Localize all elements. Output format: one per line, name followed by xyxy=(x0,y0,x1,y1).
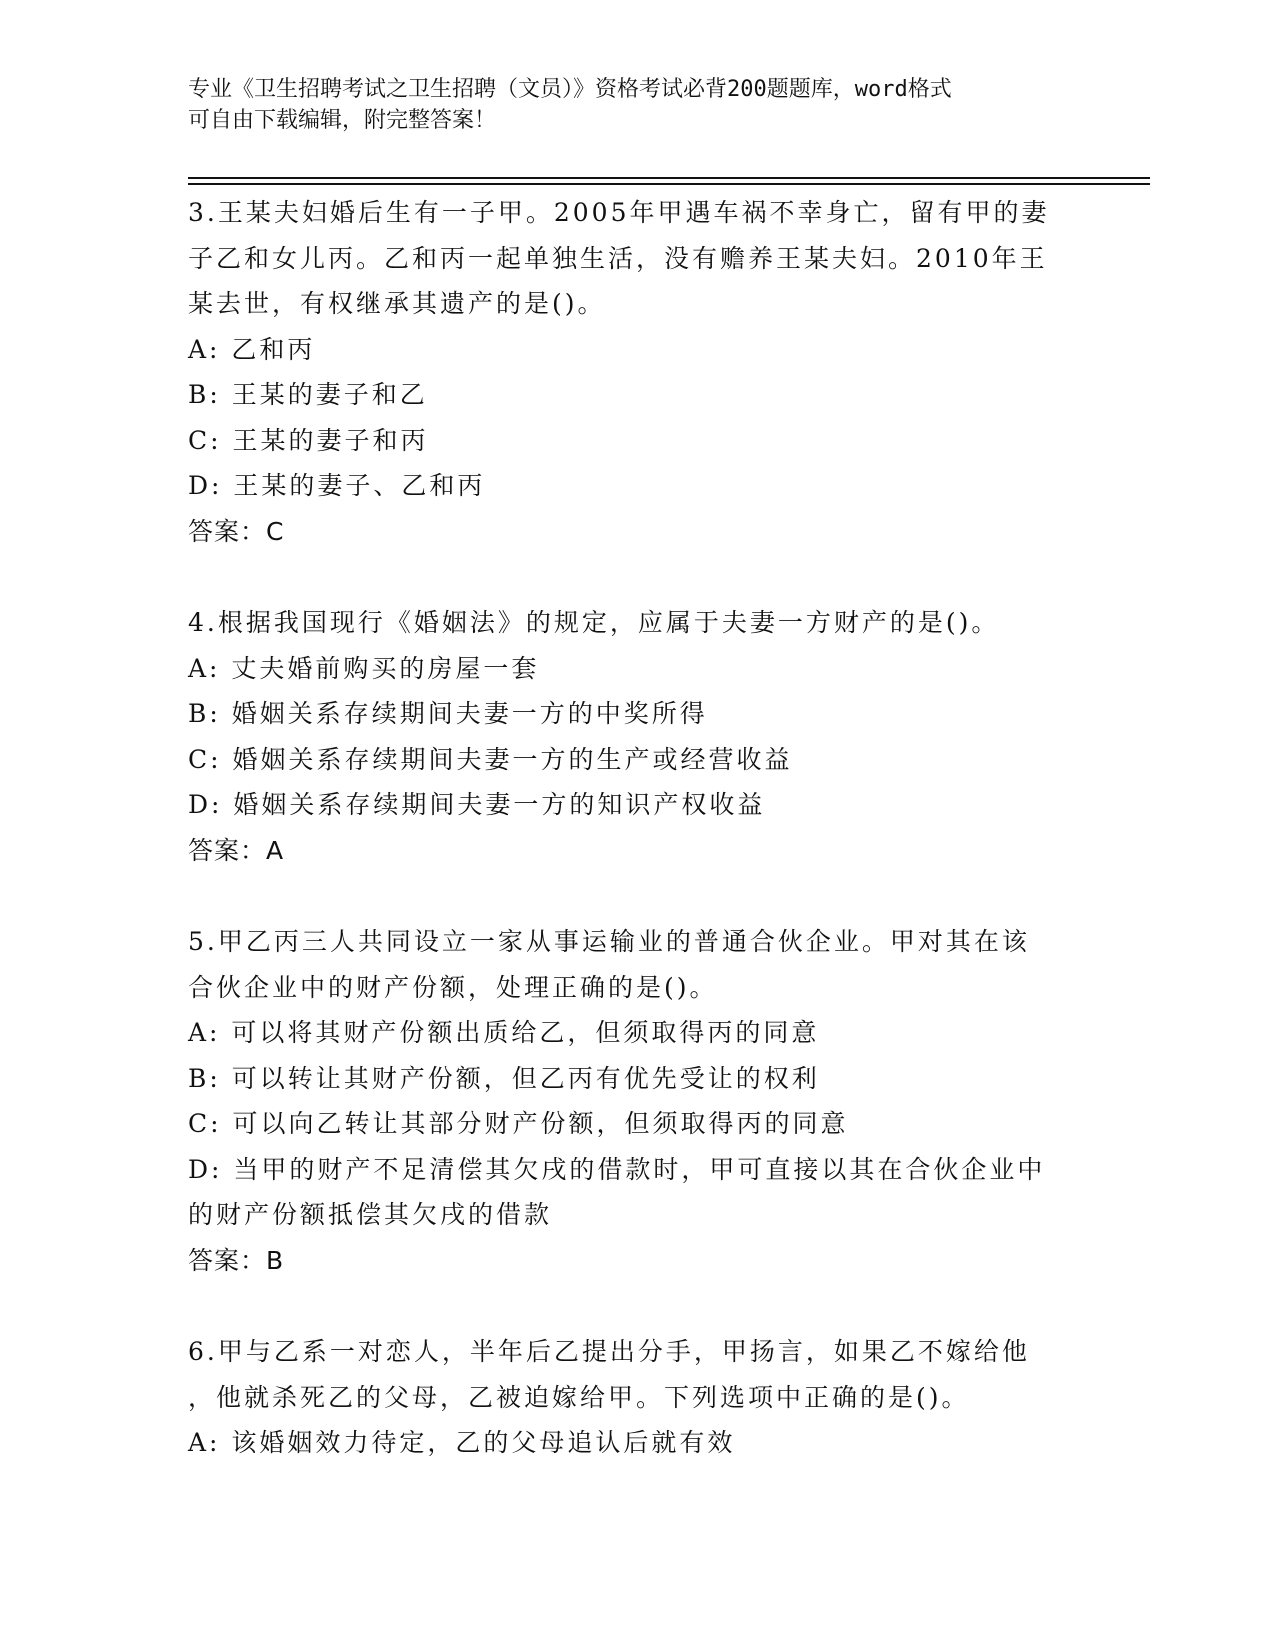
question-stem-line: 4.根据我国现行《婚姻法》的规定，应属于夫妻一方财产的是()。 xyxy=(188,608,1000,637)
header-line-1: 专业《卫生招聘考试之卫生招聘（文员）》资格考试必背200题题库，word格式 xyxy=(188,77,952,102)
option-c: C: 婚姻关系存续期间夫妻一方的生产或经营收益 xyxy=(188,744,793,774)
header-divider-top xyxy=(188,177,1150,179)
option-b: B: 王某的妻子和乙 xyxy=(188,380,428,409)
answer-line: 答案：C xyxy=(188,516,285,546)
option-a: A: 乙和丙 xyxy=(188,334,316,364)
question-list xyxy=(188,190,1068,1512)
option-c: C: 可以向乙转让其部分财产份额，但须取得丙的同意 xyxy=(188,1109,849,1138)
option-a: A: 丈夫婚前购买的房屋一套 xyxy=(188,653,540,683)
option-d-continuation: 的财产份额抵偿其欠戌的借款 xyxy=(188,1200,553,1229)
question-stem-line: 6.甲与乙系一对恋人，半年后乙提出分手，甲扬言，如果乙不嫁给他 xyxy=(188,1337,1030,1366)
question-5 xyxy=(188,919,1068,1283)
answer-line: 答案：B xyxy=(188,1245,285,1275)
question-stem-line: ，他就杀死乙的父母，乙被迫嫁给甲。下列选项中正确的是()。 xyxy=(188,1382,970,1412)
question-6 xyxy=(188,1329,1068,1466)
question-stem-line: 合伙企业中的财产份额，处理正确的是()。 xyxy=(188,972,718,1002)
question-3 xyxy=(188,190,1068,554)
option-a: A: 可以将其财产份额出质给乙，但须取得丙的同意 xyxy=(188,1018,820,1047)
option-b: B: 可以转让其财产份额，但乙丙有优先受让的权利 xyxy=(188,1063,820,1093)
question-stem-line: 5.甲乙丙三人共同设立一家从事运输业的普通合伙企业。甲对其在该 xyxy=(188,927,1030,956)
answer-line: 答案：A xyxy=(188,835,285,865)
option-d: D: 婚姻关系存续期间夫妻一方的知识产权收益 xyxy=(188,790,766,819)
option-c: C: 王某的妻子和丙 xyxy=(188,425,429,455)
question-stem-line: 子乙和女儿丙。乙和丙一起单独生活，没有赡养王某夫妇。2010年王 xyxy=(188,243,1048,273)
question-stem-line: 3.王某夫妇婚后生有一子甲。2005年甲遇车祸不幸身亡，留有甲的妻 xyxy=(188,198,1050,227)
header-divider-bottom xyxy=(188,183,1150,185)
option-d: D: 王某的妻子、乙和丙 xyxy=(188,471,486,500)
header-line-2: 可自由下载编辑，附完整答案！ xyxy=(188,108,497,133)
document-header xyxy=(188,74,1088,136)
question-4 xyxy=(188,600,1068,873)
option-d: D: 当甲的财产不足清偿其欠戌的借款时，甲可直接以其在合伙企业中 xyxy=(188,1154,1046,1184)
option-b: B: 婚姻关系存续期间夫妻一方的中奖所得 xyxy=(188,699,708,728)
question-stem-line: 某去世，有权继承其遗产的是()。 xyxy=(188,289,606,318)
option-a: A: 该婚姻效力待定，乙的父母追认后就有效 xyxy=(188,1428,736,1457)
